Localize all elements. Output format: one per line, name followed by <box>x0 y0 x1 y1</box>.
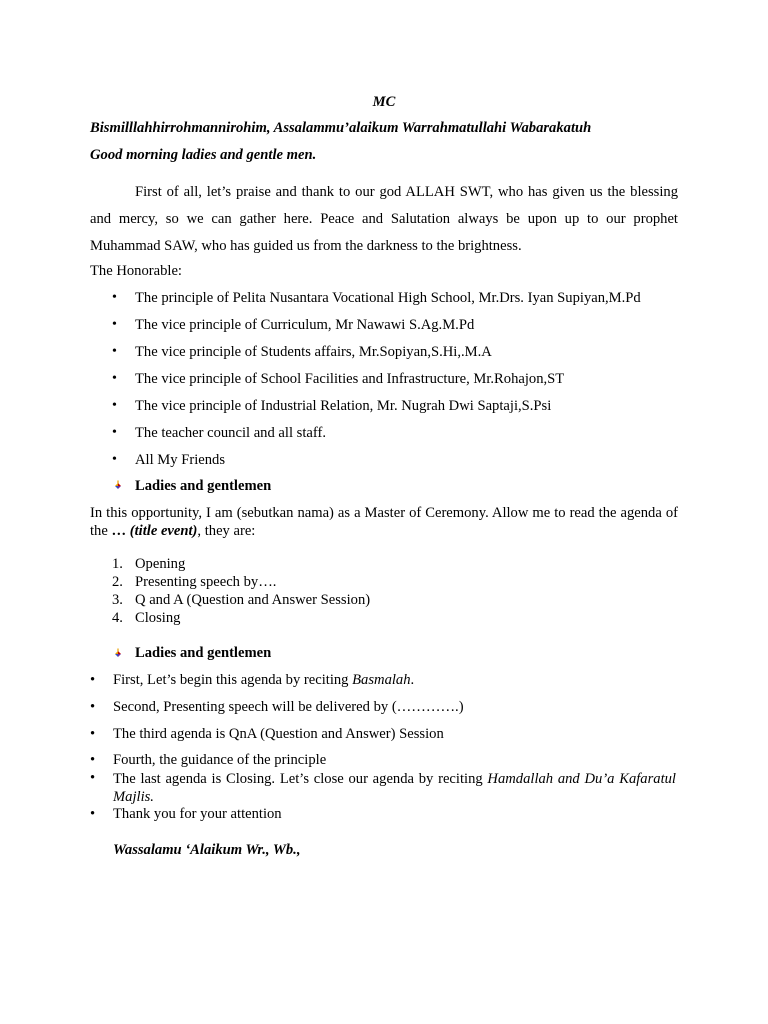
bullet-icon: • <box>112 317 117 332</box>
step-first-suffix: . <box>410 672 415 688</box>
bullet-icon: • <box>112 371 117 386</box>
honorable-item: The vice principle of Students affairs, Mr.Sopiyan,S.Hi,.M.A <box>135 344 492 360</box>
opportunity-paragraph <box>90 504 678 540</box>
document-title: MC <box>372 94 396 110</box>
agenda-number: 2. <box>112 574 123 590</box>
agenda-number: 4. <box>112 610 123 626</box>
honorable-item: The vice principle of School Facilities and Infrastructure, Mr.Rohajon,ST <box>135 371 565 387</box>
agenda-number: 1. <box>112 556 123 572</box>
honorable-item: The teacher council and all staff. <box>135 425 326 441</box>
agenda-item <box>112 574 276 591</box>
opportunity-suffix: , they are: <box>197 523 256 539</box>
intro-paragraph: First of all, let’s praise and thank to our god ALLAH SWT, who has given us the blessing and mercy, so we can gather here. Peace and Salutation always be upon up to our prophet Muhammad SAW, who has guided us from the darkness to the brightness. <box>90 184 678 254</box>
agenda-label: Closing <box>135 610 181 626</box>
agenda-label: Presenting speech by…. <box>135 574 277 590</box>
agenda-item <box>112 556 185 573</box>
opening-salutation: Bismilllahhirrohmannirohim, Assalammu’alaikum Warrahmatullahi Wabarakatuh <box>90 120 592 136</box>
step-first: First, Let’s begin this agenda by reciting <box>113 672 349 688</box>
agenda-label: Q and A (Question and Answer Session) <box>135 592 371 608</box>
step-third: The third agenda is QnA (Question and Answer) Session <box>113 726 444 742</box>
step-first-italic: Basmalah <box>352 672 411 688</box>
honorable-item: The vice principle of Curriculum, Mr Nawawi S.Ag.M.Pd <box>135 317 475 333</box>
closing-salutation: Wassalamu ‘Alaikum Wr., Wb., <box>113 842 301 858</box>
arrow-bullet-icon <box>112 480 124 492</box>
bullet-icon: • <box>112 398 117 413</box>
bullet-icon: • <box>112 425 117 440</box>
section-heading: Ladies and gentlemen <box>135 645 272 661</box>
agenda-label: Opening <box>135 556 186 572</box>
bullet-icon: • <box>90 672 96 688</box>
ellipsis: … <box>111 523 127 539</box>
step-second: Second, Presenting speech will be delivered by (………….) <box>113 699 464 715</box>
step-last-italic: Hamdallah and Du’a Kafaratul Majlis. <box>113 771 676 805</box>
section-heading: Ladies and gentlemen <box>135 478 272 494</box>
arrow-bullet-icon <box>112 648 124 660</box>
honorable-item: The vice principle of Industrial Relation, Mr. Nugrah Dwi Saptaji,S.Psi <box>135 398 552 414</box>
agenda-number: 3. <box>112 592 123 608</box>
bullet-icon: • <box>90 770 96 786</box>
bullet-icon: • <box>112 290 117 305</box>
honorable-item: The principle of Pelita Nusantara Vocational High School, Mr.Drs. Iyan Supiyan,M.Pd <box>135 290 641 306</box>
step-last: The last agenda is Closing. Let’s close our agenda by reciting <box>113 771 483 787</box>
bullet-icon: • <box>90 699 96 715</box>
opportunity-text: In this opportunity, I am (sebutkan nama) as a Master of Ceremony. Allow me to read the agenda of the <box>90 505 678 539</box>
title-event: (title event) <box>129 523 198 539</box>
bullet-icon: • <box>90 806 96 822</box>
agenda-item <box>112 610 180 627</box>
agenda-item <box>112 592 370 609</box>
honorable-item: All My Friends <box>135 452 225 468</box>
bullet-icon: • <box>112 452 117 467</box>
step-fourth: Fourth, the guidance of the principle <box>113 752 327 768</box>
bullet-icon: • <box>90 752 96 768</box>
step-thanks: Thank you for your attention <box>113 806 282 822</box>
bullet-icon: • <box>90 726 96 742</box>
bullet-icon: • <box>112 344 117 359</box>
honorable-label: The Honorable: <box>90 263 182 279</box>
greeting: Good morning ladies and gentle men. <box>90 147 317 163</box>
